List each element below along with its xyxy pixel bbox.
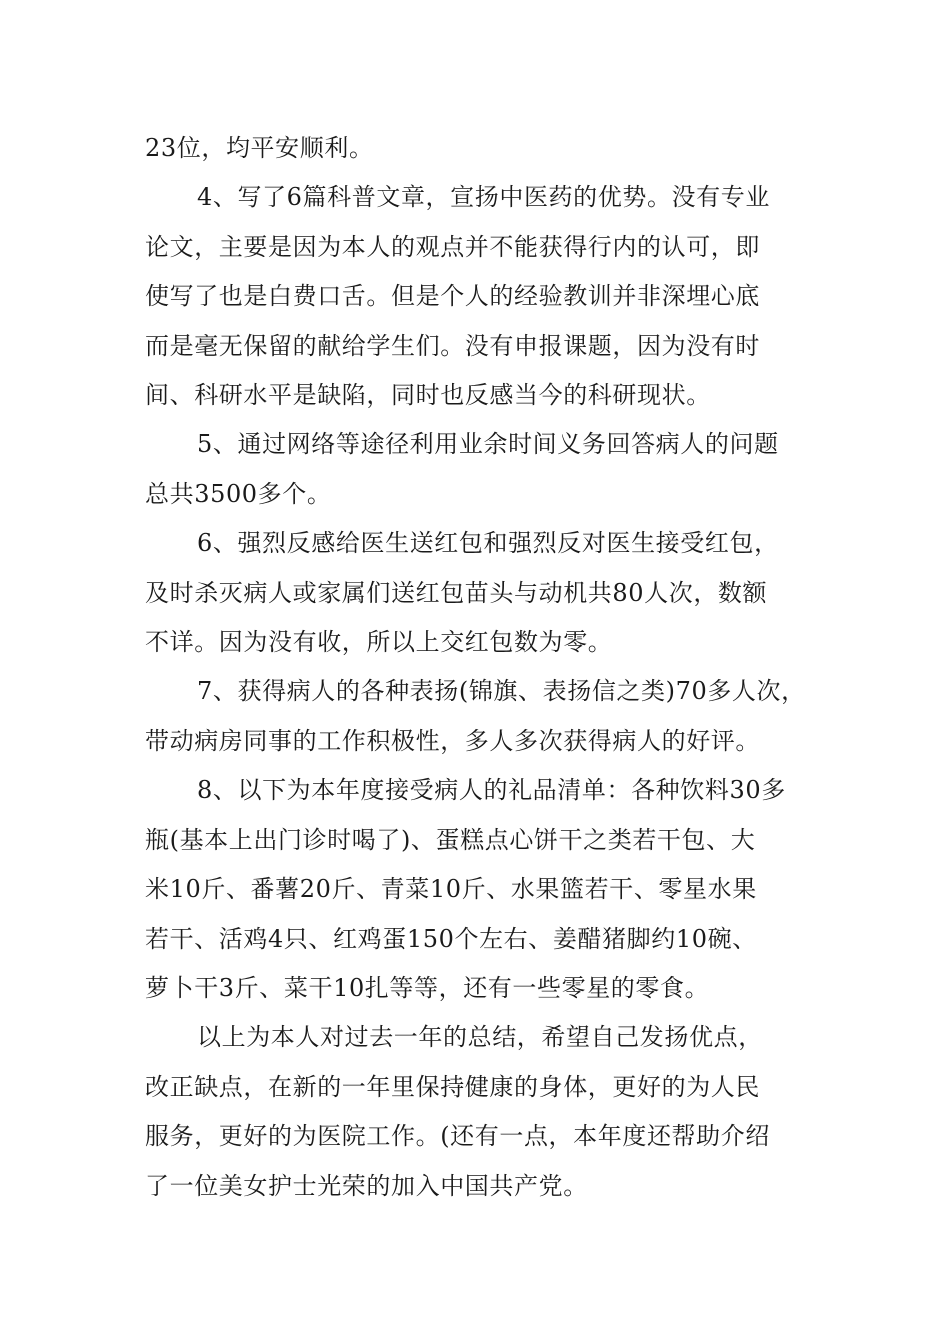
paragraph-continuation bbox=[145, 124, 825, 173]
paragraph-item-6 bbox=[145, 519, 825, 667]
text-line: 改正缺点，在新的一年里保持健康的身体，更好的为人民 bbox=[145, 1072, 760, 1101]
text-line: 及时杀灭病人或家属们送红包苗头与动机共80人次，数额 bbox=[145, 578, 768, 607]
text-line: 而是毫无保留的献给学生们。没有申报课题，因为没有时 bbox=[145, 331, 760, 360]
text-line: 萝卜干3斤、菜干10扎等等，还有一些零星的零食。 bbox=[145, 973, 710, 1002]
text-line: 8、以下为本年度接受病人的礼品清单：各种饮料30多 bbox=[197, 776, 786, 805]
text-line: 使写了也是白费口舌。但是个人的经验教训并非深埋心底 bbox=[145, 282, 760, 311]
paragraph-item-8 bbox=[145, 766, 825, 1013]
paragraph-item-7 bbox=[145, 667, 825, 766]
text-line: 4、写了6篇科普文章，宣扬中医药的优势。没有专业 bbox=[197, 183, 770, 212]
text-line: 带动病房同事的工作积极性，多人多次获得病人的好评。 bbox=[145, 726, 760, 755]
text-line: 间、科研水平是缺陷，同时也反感当今的科研现状。 bbox=[145, 381, 711, 410]
text-line: 论文，主要是因为本人的观点并不能获得行内的认可，即 bbox=[145, 232, 760, 261]
paragraph-conclusion bbox=[145, 1013, 825, 1211]
text-line: 不详。因为没有收，所以上交红包数为零。 bbox=[145, 628, 613, 657]
text-line: 7、获得病人的各种表扬(锦旗、表扬信之类)70多人次， bbox=[197, 677, 806, 706]
text-line: 服务，更好的为医院工作。(还有一点，本年度还帮助介绍 bbox=[145, 1122, 770, 1151]
paragraph-item-5 bbox=[145, 420, 825, 519]
text-line: 5、通过网络等途径利用业余时间义务回答病人的问题 bbox=[197, 430, 779, 459]
text-line: 以上为本人对过去一年的总结，希望自己发扬优点， bbox=[197, 1023, 763, 1052]
paragraph-item-4 bbox=[145, 173, 825, 420]
text-line: 米10斤、番薯20斤、青菜10斤、水果篮若干、零星水果 bbox=[145, 875, 757, 904]
text-line: 若干、活鸡4只、红鸡蛋150个左右、姜醋猪脚约10碗、 bbox=[145, 924, 757, 953]
text-line: 23位，均平安顺利。 bbox=[145, 134, 374, 162]
text-line: 6、强烈反感给医生送红包和强烈反对医生接受红包， bbox=[197, 529, 779, 558]
text-line: 总共3500多个。 bbox=[145, 479, 332, 508]
document-body bbox=[145, 124, 825, 1211]
text-line: 了一位美女护士光荣的加入中国共产党。 bbox=[145, 1171, 588, 1200]
text-line: 瓶(基本上出门诊时喝了)、蛋糕点心饼干之类若干包、大 bbox=[145, 825, 756, 854]
